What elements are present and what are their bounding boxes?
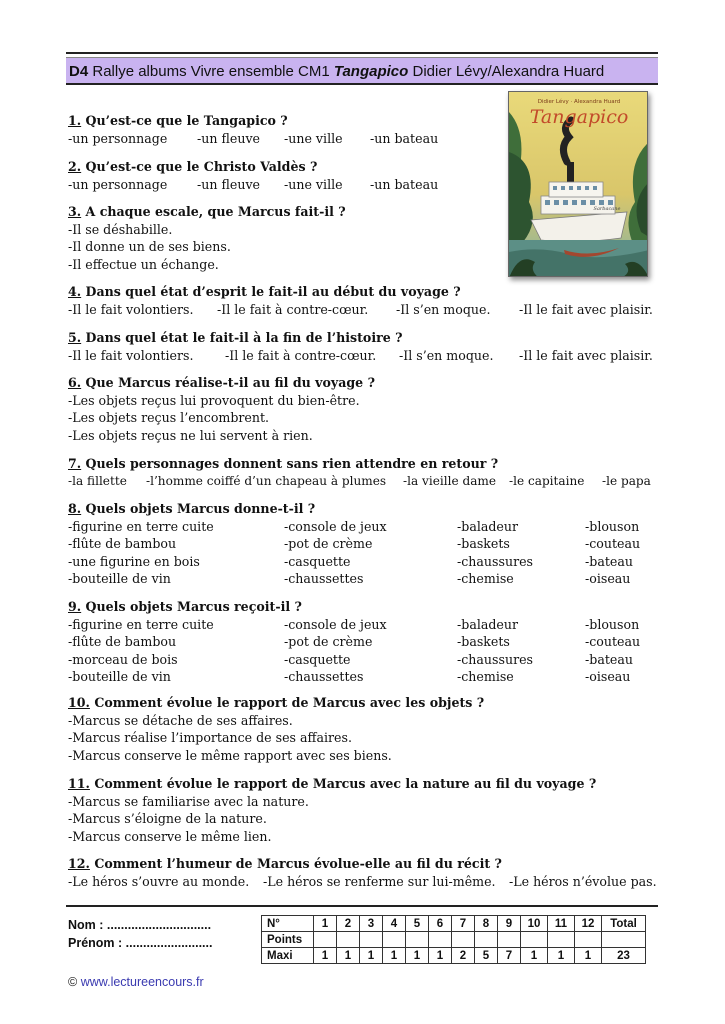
score-col: 8 bbox=[475, 916, 498, 932]
student-name-field[interactable]: Nom : .............................. bbox=[68, 918, 212, 932]
question-number: 5. bbox=[68, 330, 82, 345]
question-title bbox=[68, 598, 665, 616]
score-col: 2 bbox=[337, 916, 360, 932]
answer-option[interactable]: -chaussettes bbox=[284, 669, 364, 684]
answer-option[interactable]: -console de jeux bbox=[284, 518, 387, 534]
question-number: 6. bbox=[68, 375, 82, 390]
score-header-label: N° bbox=[262, 916, 314, 932]
answer-option[interactable]: -oiseau bbox=[585, 571, 631, 586]
question-text: Dans quel état d’esprit le fait-il au début du voyage ? bbox=[85, 284, 461, 299]
score-col: 10 bbox=[521, 916, 548, 932]
question-text: Quels objets Marcus donne-t-il ? bbox=[85, 501, 316, 516]
answer-option[interactable]: -Le héros n’évolue pas. bbox=[509, 873, 657, 889]
score-col: 11 bbox=[548, 916, 575, 932]
answer-option[interactable]: -Marcus se détache de ses affaires. bbox=[68, 712, 293, 728]
answer-option[interactable]: -baladeur bbox=[457, 518, 519, 534]
question-1 bbox=[68, 112, 438, 147]
question-number: 4. bbox=[68, 284, 82, 299]
question-title bbox=[68, 203, 346, 221]
question-text: Que Marcus réalise-t-il au fil du voyage ? bbox=[85, 375, 375, 390]
question-7 bbox=[68, 455, 651, 490]
answer-option[interactable]: -le capitaine bbox=[509, 473, 585, 488]
points-cell[interactable] bbox=[475, 932, 498, 948]
answer-option[interactable]: -un fleuve bbox=[197, 176, 261, 192]
maxi-cell: 1 bbox=[406, 948, 429, 964]
question-number: 9. bbox=[68, 599, 82, 614]
answer-option[interactable]: -Il le fait volontiers. bbox=[68, 301, 194, 317]
answer-option[interactable]: -chaussures bbox=[457, 651, 534, 667]
answer-option[interactable]: -un personnage bbox=[68, 130, 168, 146]
question-title bbox=[68, 329, 653, 347]
maxi-cell: 1 bbox=[383, 948, 406, 964]
maxi-cell: 1 bbox=[548, 948, 575, 964]
question-text: Quels objets Marcus reçoit-il ? bbox=[85, 599, 302, 614]
answer-option[interactable]: -la fillette bbox=[68, 473, 127, 488]
maxi-cell: 5 bbox=[475, 948, 498, 964]
question-title bbox=[68, 283, 653, 301]
answer-option[interactable]: -baskets bbox=[457, 634, 510, 649]
worksheet-title: Rallye albums Vivre ensemble CM1 bbox=[92, 63, 330, 80]
question-text: Comment évolue le rapport de Marcus avec les objets ? bbox=[94, 695, 485, 710]
points-cell[interactable] bbox=[575, 932, 602, 948]
answer-option[interactable]: -bateau bbox=[585, 553, 633, 569]
score-col: 7 bbox=[452, 916, 475, 932]
worksheet-code: D4 bbox=[69, 63, 89, 80]
answer-option[interactable]: -Le héros s’ouvre au monde. bbox=[68, 873, 250, 889]
question-title bbox=[68, 455, 651, 473]
score-col: 9 bbox=[498, 916, 521, 932]
answer-option[interactable]: -morceau de bois bbox=[68, 651, 178, 667]
question-number: 11. bbox=[68, 776, 90, 791]
answer-option[interactable]: -Marcus s’éloigne de la nature. bbox=[68, 811, 267, 826]
answer-option[interactable]: -Il le fait avec plaisir. bbox=[519, 301, 653, 317]
question-title bbox=[68, 775, 596, 793]
answer-option[interactable]: -un personnage bbox=[68, 176, 168, 192]
answer-option[interactable]: -chemise bbox=[457, 669, 514, 684]
question-3 bbox=[68, 203, 346, 273]
question-number: 12. bbox=[68, 856, 90, 871]
cover-title: Tangapico bbox=[529, 106, 629, 128]
answer-option[interactable]: -baskets bbox=[457, 536, 510, 551]
question-title bbox=[68, 694, 484, 712]
answer-option[interactable]: -chaussures bbox=[457, 553, 534, 569]
answer-option[interactable]: -Il le fait à contre-cœur. bbox=[217, 301, 369, 317]
question-text: Qu’est-ce que le Christo Valdès ? bbox=[85, 159, 318, 174]
answer-option[interactable]: -une ville bbox=[284, 130, 343, 146]
footer-site-link[interactable]: www.lectureencours.fr bbox=[80, 975, 204, 989]
points-cell[interactable] bbox=[498, 932, 521, 948]
question-title bbox=[68, 112, 438, 130]
answer-option[interactable]: -l’homme coiffé d’un chapeau à plumes bbox=[146, 473, 387, 488]
question-number: 3. bbox=[68, 204, 82, 219]
answer-option[interactable]: -bouteille de vin bbox=[68, 571, 171, 586]
answer-option[interactable]: -Il le fait volontiers. bbox=[68, 347, 194, 363]
answer-option[interactable]: -casquette bbox=[284, 651, 351, 667]
copyright-icon: © bbox=[68, 975, 78, 989]
maxi-cell: 1 bbox=[429, 948, 452, 964]
answer-option[interactable]: -casquette bbox=[284, 553, 351, 569]
answer-option[interactable]: -couteau bbox=[585, 634, 641, 649]
question-text: Comment évolue le rapport de Marcus avec la nature au fil du voyage ? bbox=[94, 776, 597, 791]
question-text: Dans quel état le fait-il à la fin de l’histoire ? bbox=[85, 330, 403, 345]
maxi-cell: 2 bbox=[452, 948, 475, 964]
answer-option[interactable]: -le papa bbox=[602, 473, 651, 488]
answer-option[interactable]: -baladeur bbox=[457, 616, 519, 632]
question-title bbox=[68, 855, 657, 873]
answer-option[interactable]: -Il le fait à contre-cœur. bbox=[225, 347, 377, 363]
answer-option[interactable]: -Il se déshabille. bbox=[68, 221, 173, 237]
book-cover-image bbox=[508, 91, 648, 277]
score-col: 5 bbox=[406, 916, 429, 932]
maxi-total-cell: 23 bbox=[602, 948, 646, 964]
score-maxi-label: Maxi bbox=[262, 948, 314, 964]
score-total-header: Total bbox=[602, 916, 646, 932]
maxi-cell: 1 bbox=[575, 948, 602, 964]
answer-option[interactable]: -une ville bbox=[284, 176, 343, 192]
question-text: A chaque escale, que Marcus fait-il ? bbox=[85, 204, 346, 219]
score-col: 12 bbox=[575, 916, 602, 932]
question-title bbox=[68, 158, 438, 176]
question-title bbox=[68, 374, 375, 392]
answer-option[interactable]: -Marcus réalise l’importance de ses affaires. bbox=[68, 730, 352, 745]
answer-option[interactable]: -un fleuve bbox=[197, 130, 261, 146]
answer-option[interactable]: -Les objets reçus l’encombrent. bbox=[68, 410, 270, 425]
maxi-cell: 1 bbox=[521, 948, 548, 964]
score-col: 6 bbox=[429, 916, 452, 932]
points-cell[interactable] bbox=[548, 932, 575, 948]
answer-option[interactable]: -bouteille de vin bbox=[68, 669, 171, 684]
answer-option[interactable]: -figurine en terre cuite bbox=[68, 518, 214, 534]
worksheet-title-bar bbox=[66, 57, 658, 85]
question-12 bbox=[68, 855, 657, 890]
cover-publisher: Sarbacane bbox=[593, 206, 621, 212]
answer-option[interactable]: -Il s’en moque. bbox=[396, 301, 491, 317]
book-authors: Didier Lévy/Alexandra Huard bbox=[412, 63, 605, 80]
score-maxi-row bbox=[262, 948, 646, 964]
answer-option[interactable]: -une figurine en bois bbox=[68, 553, 200, 569]
question-text: Qu’est-ce que le Tangapico ? bbox=[85, 113, 288, 128]
question-number: 2. bbox=[68, 159, 82, 174]
question-text: Quels personnages donnent sans rien attendre en retour ? bbox=[85, 456, 499, 471]
question-8 bbox=[68, 500, 665, 588]
score-points-label: Points bbox=[262, 932, 314, 948]
answer-option[interactable]: -Marcus conserve le même rapport avec ses biens. bbox=[68, 747, 392, 763]
question-text: Comment l’humeur de Marcus évolue-elle au fil du récit ? bbox=[94, 856, 502, 871]
maxi-cell: 1 bbox=[337, 948, 360, 964]
question-5 bbox=[68, 329, 653, 364]
question-10 bbox=[68, 694, 484, 764]
answer-option[interactable]: -chemise bbox=[457, 571, 514, 586]
answer-option[interactable]: -chaussettes bbox=[284, 571, 364, 586]
answer-option[interactable]: -un bateau bbox=[370, 176, 439, 192]
answer-option[interactable]: -Les objets reçus lui provoquent du bien-être. bbox=[68, 392, 360, 408]
book-title: Tangapico bbox=[333, 63, 409, 80]
question-number: 1. bbox=[68, 113, 82, 128]
answer-option[interactable]: -couteau bbox=[585, 536, 641, 551]
score-col: 3 bbox=[360, 916, 383, 932]
answer-option[interactable]: -blouson bbox=[585, 518, 640, 534]
score-col: 1 bbox=[314, 916, 337, 932]
answer-option[interactable]: -pot de crème bbox=[284, 536, 373, 551]
answer-option[interactable]: -pot de crème bbox=[284, 634, 373, 649]
answer-option[interactable]: -la vieille dame bbox=[403, 473, 497, 488]
answer-option[interactable]: -Il effectue un échange. bbox=[68, 256, 219, 272]
question-number: 8. bbox=[68, 501, 82, 516]
score-points-row bbox=[262, 932, 646, 948]
question-title bbox=[68, 500, 665, 518]
answer-option[interactable]: -bateau bbox=[585, 651, 633, 667]
maxi-cell: 7 bbox=[498, 948, 521, 964]
points-cell[interactable] bbox=[383, 932, 406, 948]
top-rule bbox=[66, 52, 658, 54]
answer-option[interactable]: -flûte de bambou bbox=[68, 536, 177, 551]
answer-option[interactable]: -Il s’en moque. bbox=[399, 347, 494, 363]
question-4 bbox=[68, 283, 653, 318]
score-header-row bbox=[262, 916, 646, 932]
score-table bbox=[261, 915, 646, 964]
answer-option[interactable]: -Le héros se renferme sur lui-même. bbox=[263, 873, 496, 889]
points-cell[interactable] bbox=[314, 932, 337, 948]
question-2 bbox=[68, 158, 438, 193]
score-col: 4 bbox=[383, 916, 406, 932]
student-firstname-field[interactable]: Prénom : ......................... bbox=[68, 936, 213, 950]
points-cell[interactable] bbox=[429, 932, 452, 948]
bottom-rule bbox=[66, 905, 658, 907]
answer-option[interactable]: -Marcus conserve le même lien. bbox=[68, 828, 272, 844]
question-number: 7. bbox=[68, 456, 82, 471]
question-6 bbox=[68, 374, 375, 444]
points-cell[interactable] bbox=[406, 932, 429, 948]
cover-authors: Didier Lévy · Alexandra Huard bbox=[537, 99, 621, 105]
question-11 bbox=[68, 775, 596, 845]
answer-option[interactable]: -Marcus se familiarise avec la nature. bbox=[68, 793, 309, 809]
points-cell[interactable] bbox=[337, 932, 360, 948]
answer-option[interactable]: -console de jeux bbox=[284, 616, 387, 632]
answer-option[interactable]: -blouson bbox=[585, 616, 640, 632]
points-cell[interactable] bbox=[452, 932, 475, 948]
answer-option[interactable]: -Les objets reçus ne lui servent à rien. bbox=[68, 427, 313, 443]
answer-option[interactable]: -flûte de bambou bbox=[68, 634, 177, 649]
points-cell[interactable] bbox=[521, 932, 548, 948]
answer-option[interactable]: -figurine en terre cuite bbox=[68, 616, 214, 632]
footer bbox=[68, 975, 204, 989]
maxi-cell: 1 bbox=[314, 948, 337, 964]
answer-option[interactable]: -oiseau bbox=[585, 669, 631, 684]
answer-option[interactable]: -Il donne un de ses biens. bbox=[68, 239, 231, 254]
question-9 bbox=[68, 598, 665, 686]
points-cell[interactable] bbox=[360, 932, 383, 948]
maxi-cell: 1 bbox=[360, 948, 383, 964]
points-total-cell[interactable] bbox=[602, 932, 646, 948]
question-number: 10. bbox=[68, 695, 90, 710]
answer-option[interactable]: -un bateau bbox=[370, 130, 439, 146]
answer-option[interactable]: -Il le fait avec plaisir. bbox=[519, 347, 653, 363]
